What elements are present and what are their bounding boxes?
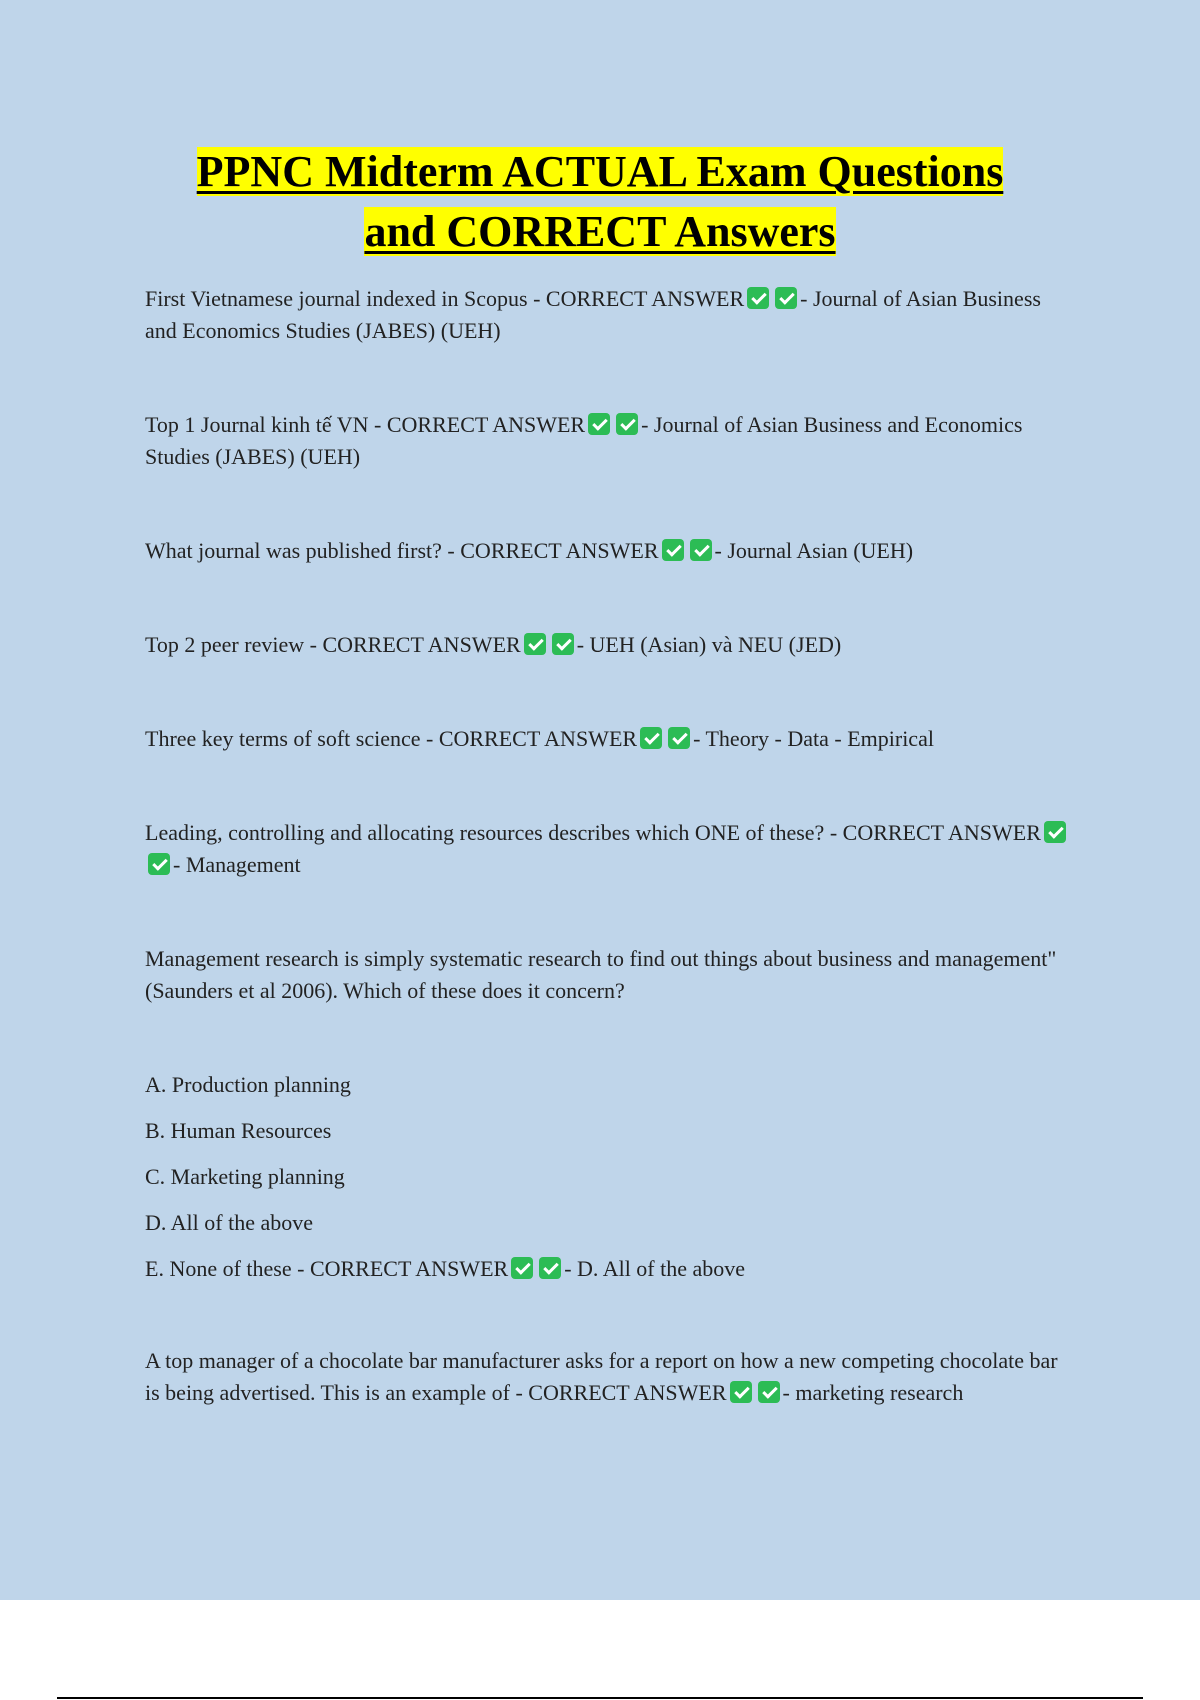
question-text: First Vietnamese journal indexed in Scopus - CORRECT ANSWER [145,286,745,311]
check-mark-icon [668,727,690,749]
qa-item [145,535,1075,567]
qa-item [145,629,1075,661]
answer-text: - Management [173,852,301,877]
check-mark-icon [690,539,712,561]
qa-item [145,723,1075,755]
check-mark-icon [640,727,662,749]
mc-option-d: D. All of the above [145,1210,314,1235]
check-mark-icon [775,287,797,309]
check-mark-icon [524,633,546,655]
check-mark-icon [662,539,684,561]
mc-option-e-text: E. None of these - CORRECT ANSWER [145,1256,509,1281]
check-mark-icon [616,413,638,435]
document-body [145,283,1075,1471]
qa-item [145,817,1075,881]
answer-text: - Theory - Data - Empirical [693,726,934,751]
qa-item [145,409,1075,473]
question-text: What journal was published first? - CORRECT ANSWER [145,538,659,563]
title-line-1: PPNC Midterm ACTUAL Exam Questions [196,147,1004,196]
qa-item [145,1345,1075,1409]
check-mark-icon [511,1257,533,1279]
check-mark-icon [1044,821,1066,843]
check-mark-icon [552,633,574,655]
check-mark-icon [730,1381,752,1403]
answer-text: - Journal of Asian Business and Economics Studies (JABES) (UEH) [145,286,1041,343]
mc-option-c: C. Marketing planning [145,1164,345,1189]
question-text: A top manager of a chocolate bar manufacturer asks for a report on how a new competing chocolate bar is being advertised. This is an example of - CORRECT ANSWER [145,1348,1058,1405]
answer-text: - Journal of Asian Business and Economics Studies (JABES) (UEH) [145,412,1023,469]
check-mark-icon [148,853,170,875]
answer-text: - marketing research [782,1380,964,1405]
check-mark-icon [588,413,610,435]
question-text: Leading, controlling and allocating resources describes which ONE of these? - CORRECT ANSWER [145,820,1041,845]
qa-item [145,283,1075,347]
answer-text: - UEH (Asian) và NEU (JED) [576,632,842,657]
check-mark-icon [539,1257,561,1279]
question-text: Three key terms of soft science - CORRECT ANSWER [145,726,638,751]
mc-option-b: B. Human Resources [145,1118,332,1143]
document-title [100,142,1100,262]
question-text: Top 1 Journal kinh tế VN - CORRECT ANSWER [145,412,586,437]
mc-answer-text: - D. All of the above [564,1256,746,1281]
mc-option-e [145,1253,1075,1285]
mc-option-a: A. Production planning [145,1072,351,1097]
mc-question-stem: Management research is simply systematic research to find out things about business and management" (Saunders et al 2006). Which of these does it concern? [145,946,1057,1003]
answer-text: - Journal Asian (UEH) [714,538,914,563]
footer-rule [57,1697,1143,1699]
question-text: Top 2 peer review - CORRECT ANSWER [145,632,521,657]
check-mark-icon [758,1381,780,1403]
title-line-2: and CORRECT Answers [364,207,836,256]
check-mark-icon [747,287,769,309]
